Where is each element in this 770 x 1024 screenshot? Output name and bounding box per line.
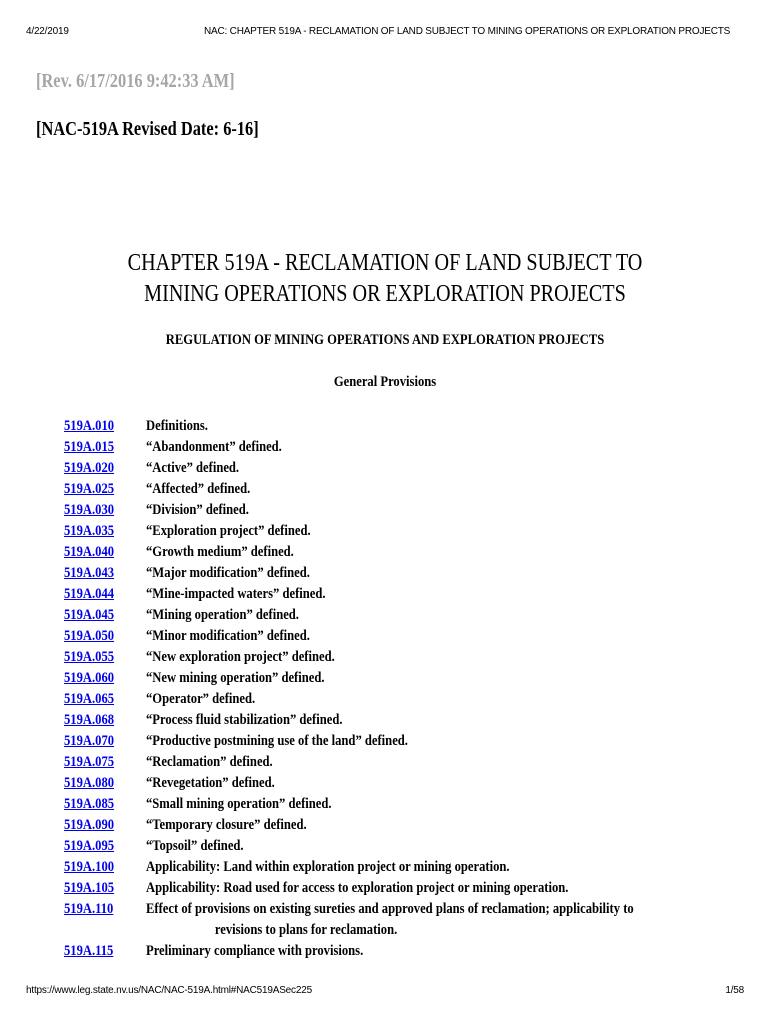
section-title: [146, 584, 615, 605]
section-title: [146, 815, 615, 836]
section-title: [146, 668, 615, 689]
section-link[interactable]: 519A.035: [64, 523, 115, 539]
section-title: [146, 857, 615, 878]
revised-date: [NAC-519A Revised Date: 6-16]: [36, 118, 259, 140]
section-link[interactable]: 519A.025: [64, 481, 115, 497]
section-title: [146, 878, 615, 899]
print-page-title: NAC: CHAPTER 519A - RECLAMATION OF LAND SUBJECT TO MINING OPERATIONS OR EXPLORATION PROJECTS: [204, 26, 731, 37]
section-title-text: Effect of provisions on existing sureties and approved plans of reclamation; applicability to: [146, 901, 634, 917]
section-title-text: Applicability: Land within exploration project or mining operation.: [146, 859, 510, 875]
section-title-text: “Reclamation” defined.: [146, 754, 273, 770]
section-link[interactable]: 519A.010: [64, 418, 115, 434]
section-title-text: “Abandonment” defined.: [146, 439, 282, 455]
section-link[interactable]: 519A.030: [64, 502, 115, 518]
section-link[interactable]: 519A.045: [64, 607, 115, 623]
section-title: [146, 773, 615, 794]
section-link[interactable]: 519A.060: [64, 670, 115, 686]
section-title: [146, 794, 615, 815]
section-title-text: “Major modification” defined.: [146, 565, 310, 581]
toc-row: [64, 437, 704, 458]
toc-row: [64, 731, 704, 752]
section-title: [146, 899, 634, 941]
section-link[interactable]: 519A.110: [64, 901, 114, 917]
toc-row: [64, 752, 704, 773]
subsection-heading: General Provisions: [333, 374, 437, 390]
toc-row: [64, 626, 704, 647]
table-of-contents: [64, 416, 704, 962]
section-link[interactable]: 519A.043: [64, 565, 115, 581]
print-footer: [26, 985, 744, 999]
revision-stamp: [Rev. 6/17/2016 9:42:33 AM]: [36, 70, 235, 92]
section-title-text: “Division” defined.: [146, 502, 249, 518]
toc-row: [64, 563, 704, 584]
section-title-text: Applicability: Road used for access to exploration project or mining operation.: [146, 880, 569, 896]
section-link[interactable]: 519A.020: [64, 460, 115, 476]
section-title: [146, 689, 615, 710]
section-title-text: “Mine-impacted waters” defined.: [146, 586, 326, 602]
section-title: [146, 626, 615, 647]
section-title: [146, 437, 615, 458]
section-title-text: “Topsoil” defined.: [146, 838, 244, 854]
toc-row: [64, 542, 704, 563]
section-title: [146, 563, 615, 584]
toc-row: [64, 668, 704, 689]
section-title-text: “Active” defined.: [146, 460, 240, 476]
section-link[interactable]: 519A.065: [64, 691, 115, 707]
section-link[interactable]: 519A.080: [64, 775, 115, 791]
section-title-text: “Growth medium” defined.: [146, 544, 294, 560]
section-title-text: “New exploration project” defined.: [146, 649, 335, 665]
section-title: [146, 752, 615, 773]
section-title: [146, 542, 615, 563]
section-title-text: “Exploration project” defined.: [146, 523, 311, 539]
section-title-text: “Mining operation” defined.: [146, 607, 299, 623]
section-heading: REGULATION OF MINING OPERATIONS AND EXPLORATION PROJECTS: [165, 332, 605, 348]
section-title: [146, 647, 615, 668]
toc-row: [64, 458, 704, 479]
toc-row: [64, 941, 704, 962]
section-link[interactable]: 519A.090: [64, 817, 115, 833]
section-title-text: “New mining operation” defined.: [146, 670, 325, 686]
toc-row: [64, 416, 704, 437]
print-header: [26, 26, 744, 40]
toc-row: [64, 521, 704, 542]
section-title: [146, 458, 615, 479]
section-title-text: “Affected” defined.: [146, 481, 251, 497]
toc-row: [64, 689, 704, 710]
toc-row: [64, 815, 704, 836]
section-title: [146, 836, 615, 857]
section-link[interactable]: 519A.115: [64, 943, 114, 959]
section-title-text: Preliminary compliance with provisions.: [146, 943, 364, 959]
section-title-text: Definitions.: [146, 418, 208, 434]
toc-row: [64, 836, 704, 857]
toc-row: [64, 605, 704, 626]
section-link[interactable]: 519A.040: [64, 544, 115, 560]
section-link[interactable]: 519A.068: [64, 712, 115, 728]
toc-row: [64, 584, 704, 605]
chapter-title: CHAPTER 519A - RECLAMATION OF LAND SUBJECT TO MINING OPERATIONS OR EXPLORATION PROJECTS: [127, 250, 643, 307]
toc-row: [64, 878, 704, 899]
section-title: [146, 731, 615, 752]
section-link[interactable]: 519A.044: [64, 586, 115, 602]
section-title-text: “Minor modification” defined.: [146, 628, 310, 644]
section-link[interactable]: 519A.075: [64, 754, 115, 770]
section-title: [146, 710, 615, 731]
section-title-continuation: revisions to plans for reclamation.: [214, 922, 398, 938]
toc-row: [64, 773, 704, 794]
section-title: [146, 521, 615, 542]
toc-row: [64, 647, 704, 668]
section-title-text: “Revegetation” defined.: [146, 775, 275, 791]
toc-row: [64, 794, 704, 815]
toc-row: [64, 857, 704, 878]
section-title-text: “Small mining operation” defined.: [146, 796, 332, 812]
section-title: [146, 479, 615, 500]
section-title: [146, 500, 615, 521]
section-link[interactable]: 519A.105: [64, 880, 115, 896]
section-link[interactable]: 519A.070: [64, 733, 115, 749]
section-link[interactable]: 519A.095: [64, 838, 115, 854]
section-link[interactable]: 519A.055: [64, 649, 115, 665]
print-date: 4/22/2019: [26, 26, 69, 37]
section-title-text: “Temporary closure” defined.: [146, 817, 307, 833]
page-number: 1/58: [725, 985, 744, 996]
toc-row: [64, 479, 704, 500]
toc-row: [64, 710, 704, 731]
section-title-text: “Operator” defined.: [146, 691, 256, 707]
section-title: [146, 941, 615, 962]
section-title-text: “Productive postmining use of the land” defined.: [146, 733, 408, 749]
section-link[interactable]: 519A.050: [64, 628, 115, 644]
section-title: [146, 416, 615, 437]
section-title: [146, 605, 615, 626]
print-url: https://www.leg.state.nv.us/NAC/NAC-519A.html#NAC519ASec225: [26, 985, 312, 996]
section-link[interactable]: 519A.100: [64, 859, 115, 875]
section-title-text: “Process fluid stabilization” defined.: [146, 712, 343, 728]
toc-row: [64, 500, 704, 521]
section-link[interactable]: 519A.015: [64, 439, 115, 455]
toc-row: [64, 899, 704, 941]
section-link[interactable]: 519A.085: [64, 796, 115, 812]
